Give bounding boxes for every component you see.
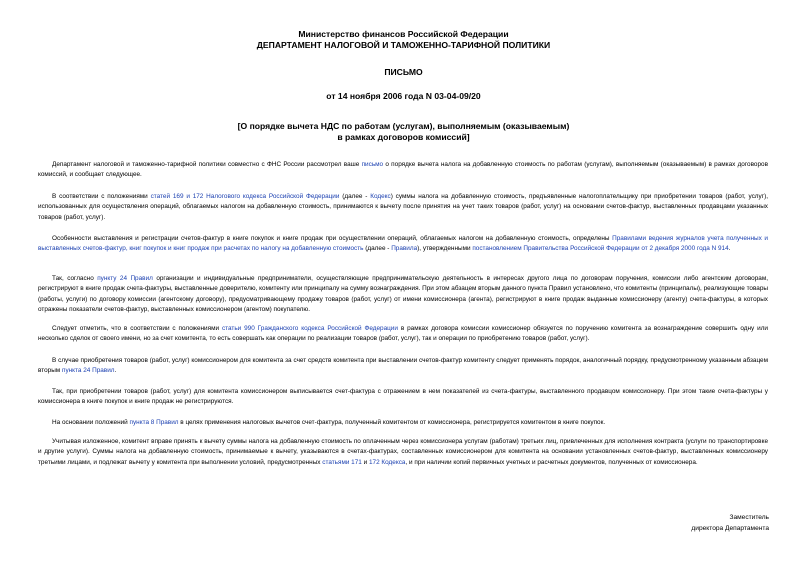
paragraph-8: На основании положений пункта 8 Правил в целях применения налоговых вычетов счет-фактура, полученный комитентом от комиссионера, регистрируется комитентом в книге покупок. xyxy=(52,419,606,426)
signature-department: директора Департамента xyxy=(691,525,769,532)
link-article-172-code[interactable]: 172 Кодекса xyxy=(368,458,406,466)
link-clause-8-rules[interactable]: пункта 8 Правил xyxy=(129,419,179,426)
link-government-decree[interactable]: постановлением Правительства Российской Федерации от 2 декабря 2000 года N 914 xyxy=(472,245,729,253)
link-articles-169-172[interactable]: статей 169 и 172 Налогового кодекса Российской Федерации xyxy=(150,193,340,200)
paragraph-6: В случае приобретения товаров (работ, услуг) комиссионером для комитента за счет средств комитента при выставлении счетов-фактур комитенту следует применять порядок, аналогичный порядку, предусмотренному указанным абзацем вторым пункта 24 Правил. xyxy=(38,357,768,375)
link-clause-24-rules-2[interactable]: пункта 24 Правил xyxy=(61,367,115,375)
document-type: ПИСЬМО xyxy=(384,67,423,77)
link-article-990-civil-code[interactable]: статьи 990 Гражданского кодекса Российской Федерации xyxy=(221,325,398,332)
link-clause-24-rules[interactable]: пункту 24 Правил xyxy=(97,275,153,282)
paragraph-7: Так, при приобретении товаров (работ, услуг) для комитента комиссионером выписывается счет-фактура с отражением в нем показателей из счета-фактуры, выставленного продавцом комиссионеру. При этом такие счета-фактуры у комиссионера в книге покупок и книге продаж не регистрируются. xyxy=(38,388,768,406)
signature-position: Заместитель xyxy=(729,514,769,521)
document-date-number: от 14 ноября 2006 года N 03-04-09/20 xyxy=(326,91,481,101)
link-rules-journals[interactable]: Правилами ведения журналов учета полученных и выставленных счетов-фактур, книг покупок и книг продаж при расчетах по налогу на добавленную стоимость xyxy=(38,235,768,253)
link-article-171[interactable]: статьями 171 xyxy=(322,458,362,466)
paragraph-3: Особенности выставления и регистрации счетов-фактур в книге покупок и книге продаж при осуществлении операций, облагаемых налогом на добавленную стоимость, определены Правилами ведения журналов учета полученных и выставленных счетов-фактур, книг покупок и книг продаж при расчетах по налогу на добавленную стоимость (далее - Правила), утвержденными постановлением Правительства Российской Федерации от 2 декабря 2000 года N 914. xyxy=(38,235,768,253)
paragraph-1: Департамент налоговой и таможенно-тарифной политики совместно с ФНС России рассмотрел ваше письмо о порядке вычета налога на добавленную стоимость по работам (услугам), выполняемым (оказываемым) в рамках договоров комиссий, и сообщает следующее. xyxy=(38,161,768,179)
paragraph-4: Так, согласно пункту 24 Правил организации и индивидуальные предприниматели, осуществляющие предпринимательскую деятельность в интересах другого лица по договорам поручения, комиссии либо агентским договорам, регистрируют в книге продаж счета-фактуры, выставленные доверителю, комитенту или принципалу на сумму вознаграждения. При этом абзацем вторым данного пункта Правил установлено, что комитенты (принципалы), реализующие товары (работы, услуги) по договору комиссии (агентскому договору), предусматривающему продажу товаров (работ, услуг) от имени комиссионера (агента), регистрируют в книге продаж выданные комиссионеру (агенту) счета-фактуры, в которых отражены показатели счетов-фактур, выставленных комиссионером (агентом) покупателю. xyxy=(38,275,768,314)
document-subject-line-2: в рамках договоров комиссий] xyxy=(337,132,470,142)
paragraph-5: Следует отметить, что в соответствии с положениями статьи 990 Гражданского кодекса Российской Федерации в рамках договора комиссии комиссионер обязуется по поручению комитента за вознаграждение совершить одну или несколько сделок от своего имени, но за счет комитента, то есть совершать как операции по реализации товаров (работ, услуг), так и операции по приобретению товаров (работ, услуг). xyxy=(38,325,769,343)
link-rules[interactable]: Правила xyxy=(391,245,418,253)
link-code[interactable]: Кодекс xyxy=(370,193,391,200)
link-letter[interactable]: письмо xyxy=(361,161,384,168)
paragraph-9: Учитывая изложенное, комитент вправе принять к вычету суммы налога на добавленную стоимость по оплаченным через комиссионера услугам (работам) третьих лиц, привлеченных для исполнения контракта (услуги по транспортировке и другие услуги). Суммы налога на добавленную стоимость, принимаемые к вычету, указываются в счетах-фактурах, составленных комиссионером для комитента на основании установленных счетов-фактур, выставленных комиссионеру третьими лицами, и подлежат вычету у комитента при выполнении условий, предусмотренных статьями 171 и 172 Кодекса, и при наличии копий первичных учетных и расчетных документов, полученных от комиссионера. xyxy=(38,438,768,466)
paragraph-2: В соответствии с положениями статей 169 и 172 Налогового кодекса Российской Федерации (далее - Кодекс) суммы налога на добавленную стоимость, предъявленные налогоплательщику при приобретении товаров (работ, услуг), использованных для осуществления операций, облагаемых налогом на добавленную стоимость, принимаются к вычету после принятия на учет таких товаров (работ, услуг) на основании счетов-фактур, выставленных продавцами указанных товаров (работ, услуг). xyxy=(38,193,768,221)
ministry-title: Министерство финансов Российской Федерации xyxy=(298,29,509,39)
document-subject-line-1: [О порядке вычета НДС по работам (услугам), выполняемым (оказываемым) xyxy=(237,121,570,131)
department-title: ДЕПАРТАМЕНТ НАЛОГОВОЙ И ТАМОЖЕННО-ТАРИФНОЙ ПОЛИТИКИ xyxy=(256,40,551,50)
